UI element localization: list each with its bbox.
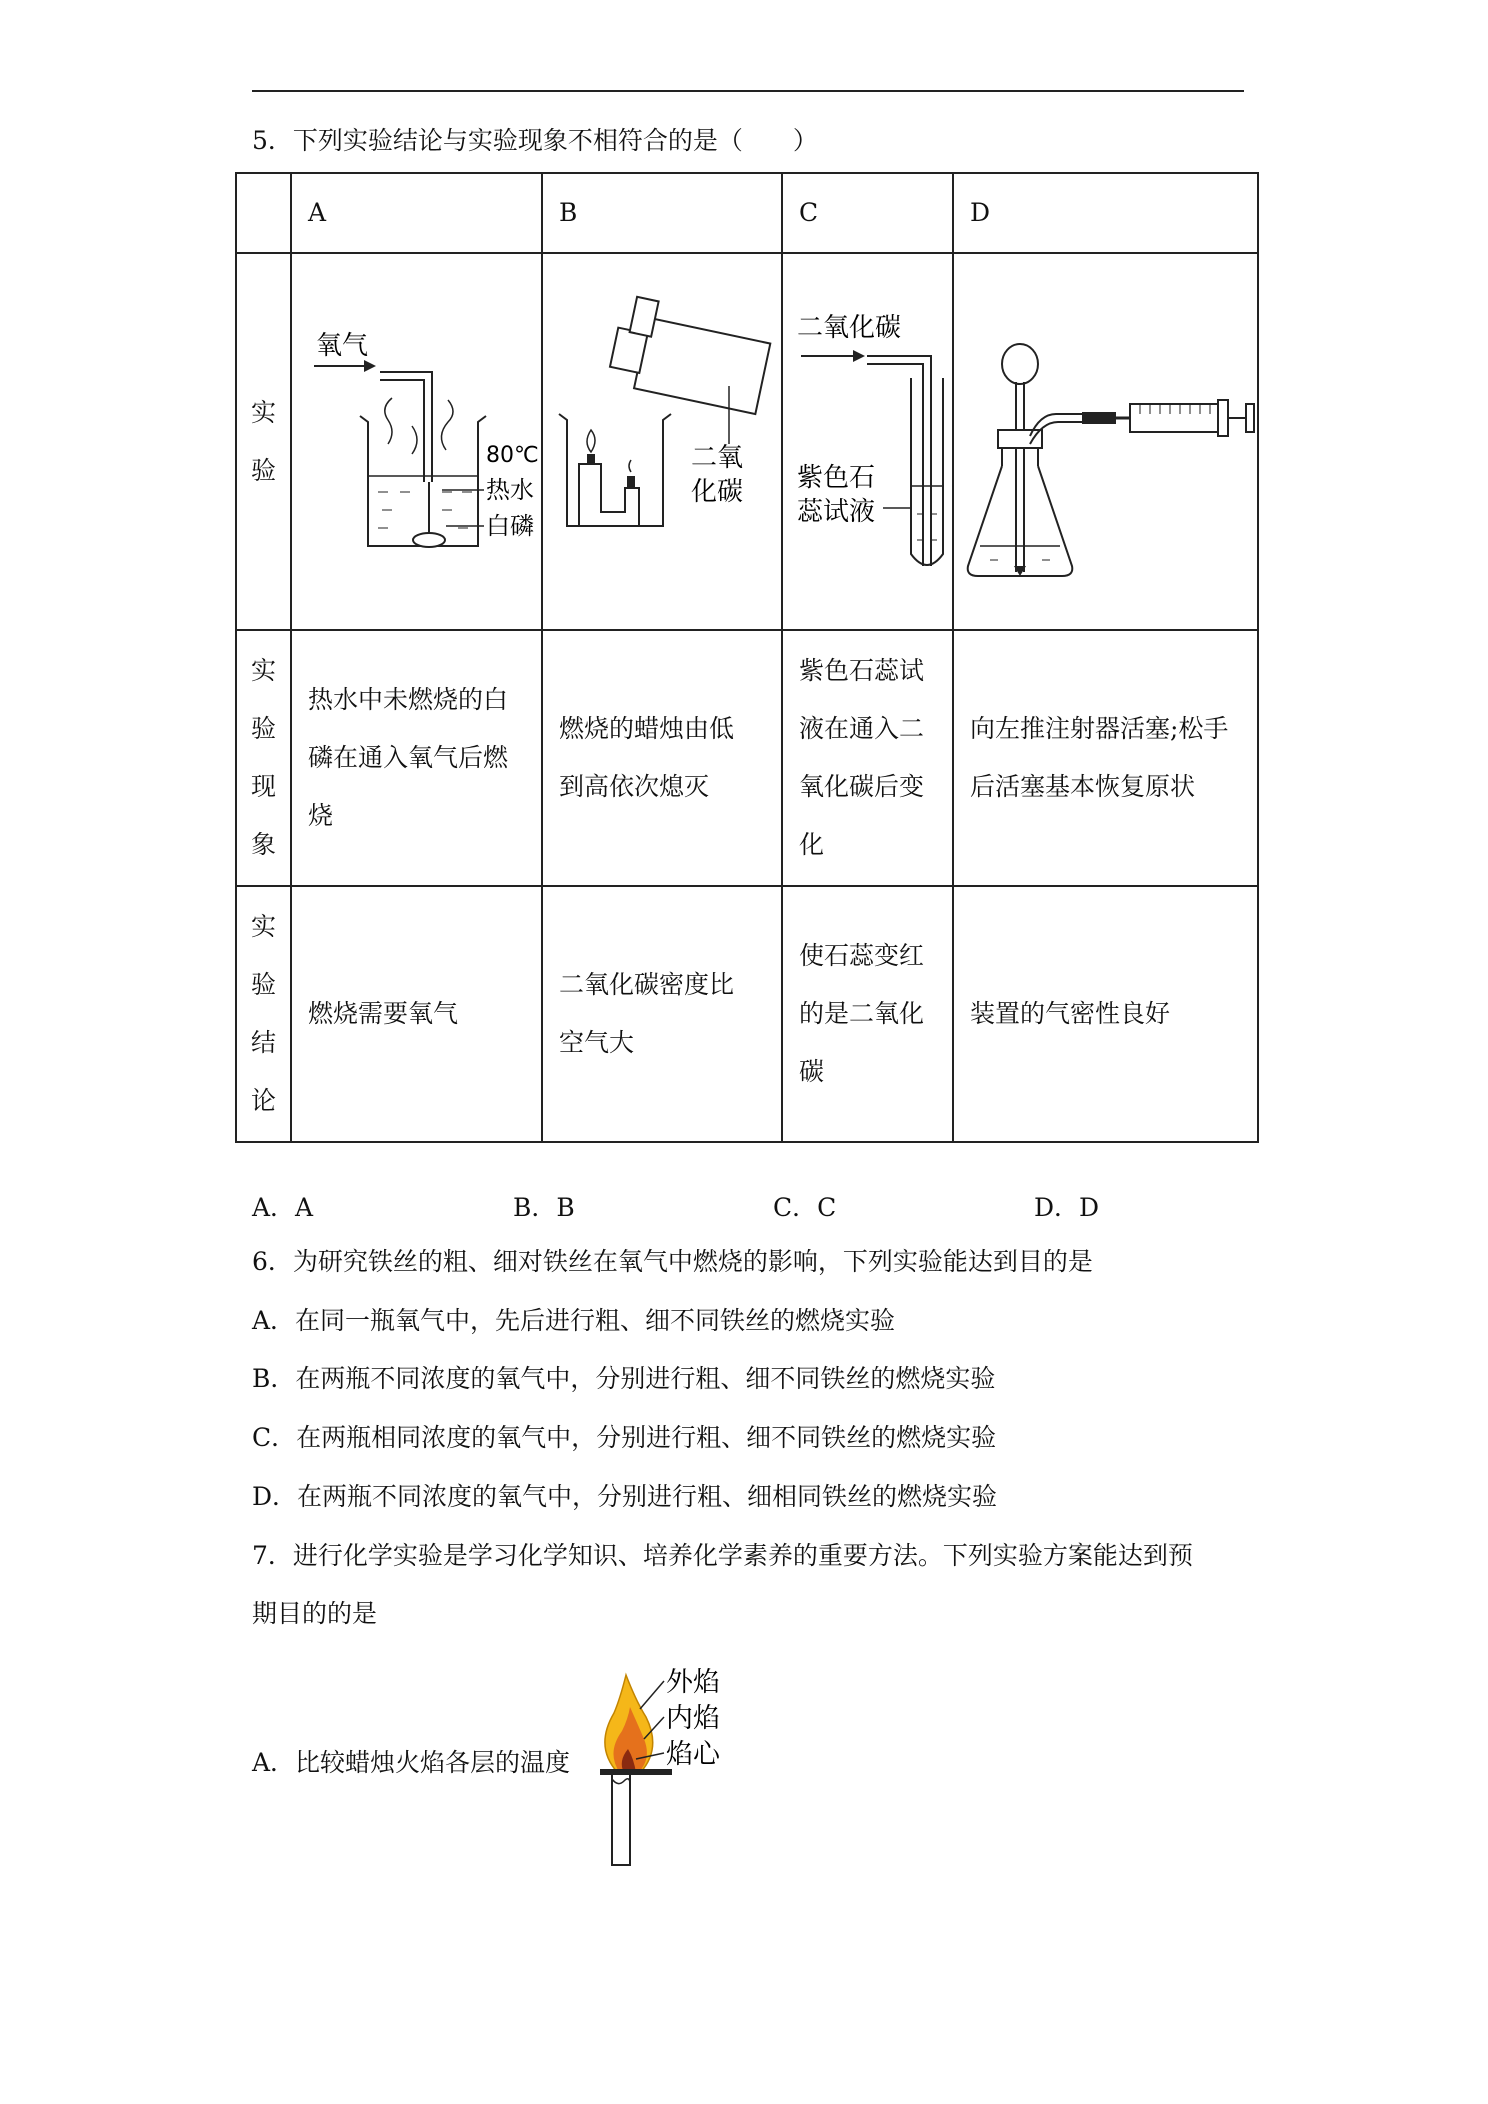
table-row-experiment xyxy=(236,253,1258,630)
q5-table xyxy=(235,172,1259,1143)
q7-stem-line2: 期目的的是 xyxy=(252,1599,378,1628)
q5-option-a[interactable]: A．A xyxy=(252,1193,314,1222)
table-row-phenomenon xyxy=(236,630,1258,886)
fig-a-temp-label: 80℃ xyxy=(486,443,539,468)
flame-label-inner: 内焰 xyxy=(666,1703,720,1734)
phenomenon-cell-d: 向左推注射器活塞;松手 后活塞基本恢复原状 xyxy=(953,630,1258,886)
q6-option-b[interactable]: B．在两瓶不同浓度的氧气中，分别进行粗、细不同铁丝的燃烧实验 xyxy=(252,1364,996,1393)
q6-stem: 6．为研究铁丝的粗、细对铁丝在氧气中燃烧的影响，下列实验能达到目的是 xyxy=(252,1247,1093,1276)
fig-a-gas-label: 氧气 xyxy=(316,331,369,361)
conclusion-cell-d: 装置的气密性良好 xyxy=(953,886,1258,1142)
header-cell-c: C xyxy=(782,173,953,253)
q5-stem: 5．下列实验结论与实验现象不相符合的是（ ） xyxy=(252,126,818,155)
figure-a-beaker-phosphorus xyxy=(292,254,543,608)
fig-b-gas-label-line1: 二氧 xyxy=(691,443,744,473)
q5-option-c[interactable]: C．C xyxy=(773,1193,837,1222)
candle-flame-figure xyxy=(580,1655,740,1870)
row-label-experiment: 实 验 xyxy=(236,253,291,630)
phenomenon-cell-b: 燃烧的蜡烛由低 到高依次熄灭 xyxy=(542,630,782,886)
fig-c-gas-label: 二氧化碳 xyxy=(797,313,902,343)
fig-a-water-label: 热水 xyxy=(486,476,534,504)
q5-option-b[interactable]: B．B xyxy=(513,1193,575,1222)
q7-stem-line1: 7．进行化学实验是学习化学知识、培养化学素养的重要方法。下列实验方案能达到预 xyxy=(252,1541,1193,1570)
table-header-row xyxy=(236,173,1258,253)
fig-c-liquid-label-line1: 紫色石 xyxy=(797,463,876,493)
figure-d-flask-syringe xyxy=(954,254,1259,608)
header-cell-a: A xyxy=(291,173,542,253)
header-cell-d: D xyxy=(953,173,1258,253)
row-label-phenomenon: 实 验 现 象 xyxy=(236,630,291,886)
table-row-conclusion xyxy=(236,886,1258,1142)
header-cell-b: B xyxy=(542,173,782,253)
row-label-conclusion: 实 验 结 论 xyxy=(236,886,291,1142)
fig-b-gas-label-line2: 化碳 xyxy=(691,477,744,507)
q6-option-d[interactable]: D．在两瓶不同浓度的氧气中，分别进行粗、细相同铁丝的燃烧实验 xyxy=(252,1482,998,1511)
conclusion-cell-c: 使石蕊变红 的是二氧化 碳 xyxy=(782,886,953,1142)
figure-c-cell xyxy=(782,253,953,630)
figure-c-test-tube xyxy=(783,254,954,608)
q5-option-d[interactable]: D．D xyxy=(1034,1193,1100,1222)
figure-b-candles-co2 xyxy=(543,254,783,608)
figure-a-cell xyxy=(291,253,542,630)
conclusion-cell-b: 二氧化碳密度比 空气大 xyxy=(542,886,782,1142)
header-rule xyxy=(252,90,1244,92)
figure-b-cell xyxy=(542,253,782,630)
q6-option-a[interactable]: A．在同一瓶氧气中，先后进行粗、细不同铁丝的燃烧实验 xyxy=(252,1306,896,1335)
conclusion-cell-a: 燃烧需要氧气 xyxy=(291,886,542,1142)
figure-d-cell xyxy=(953,253,1258,630)
q7-option-a[interactable]: A．比较蜡烛火焰各层的温度 xyxy=(252,1748,571,1777)
phenomenon-cell-a: 热水中未燃烧的白 磷在通入氧气后燃 烧 xyxy=(291,630,542,886)
q6-option-c[interactable]: C．在两瓶相同浓度的氧气中，分别进行粗、细不同铁丝的燃烧实验 xyxy=(252,1423,997,1452)
fig-c-liquid-label-line2: 蕊试液 xyxy=(797,497,876,527)
flame-label-core: 焰心 xyxy=(666,1739,720,1770)
header-cell-empty xyxy=(236,173,291,253)
fig-a-phosphorus-label: 白磷 xyxy=(486,512,534,540)
flame-label-outer: 外焰 xyxy=(666,1667,720,1698)
phenomenon-cell-c: 紫色石蕊试 液在通入二 氧化碳后变 化 xyxy=(782,630,953,886)
